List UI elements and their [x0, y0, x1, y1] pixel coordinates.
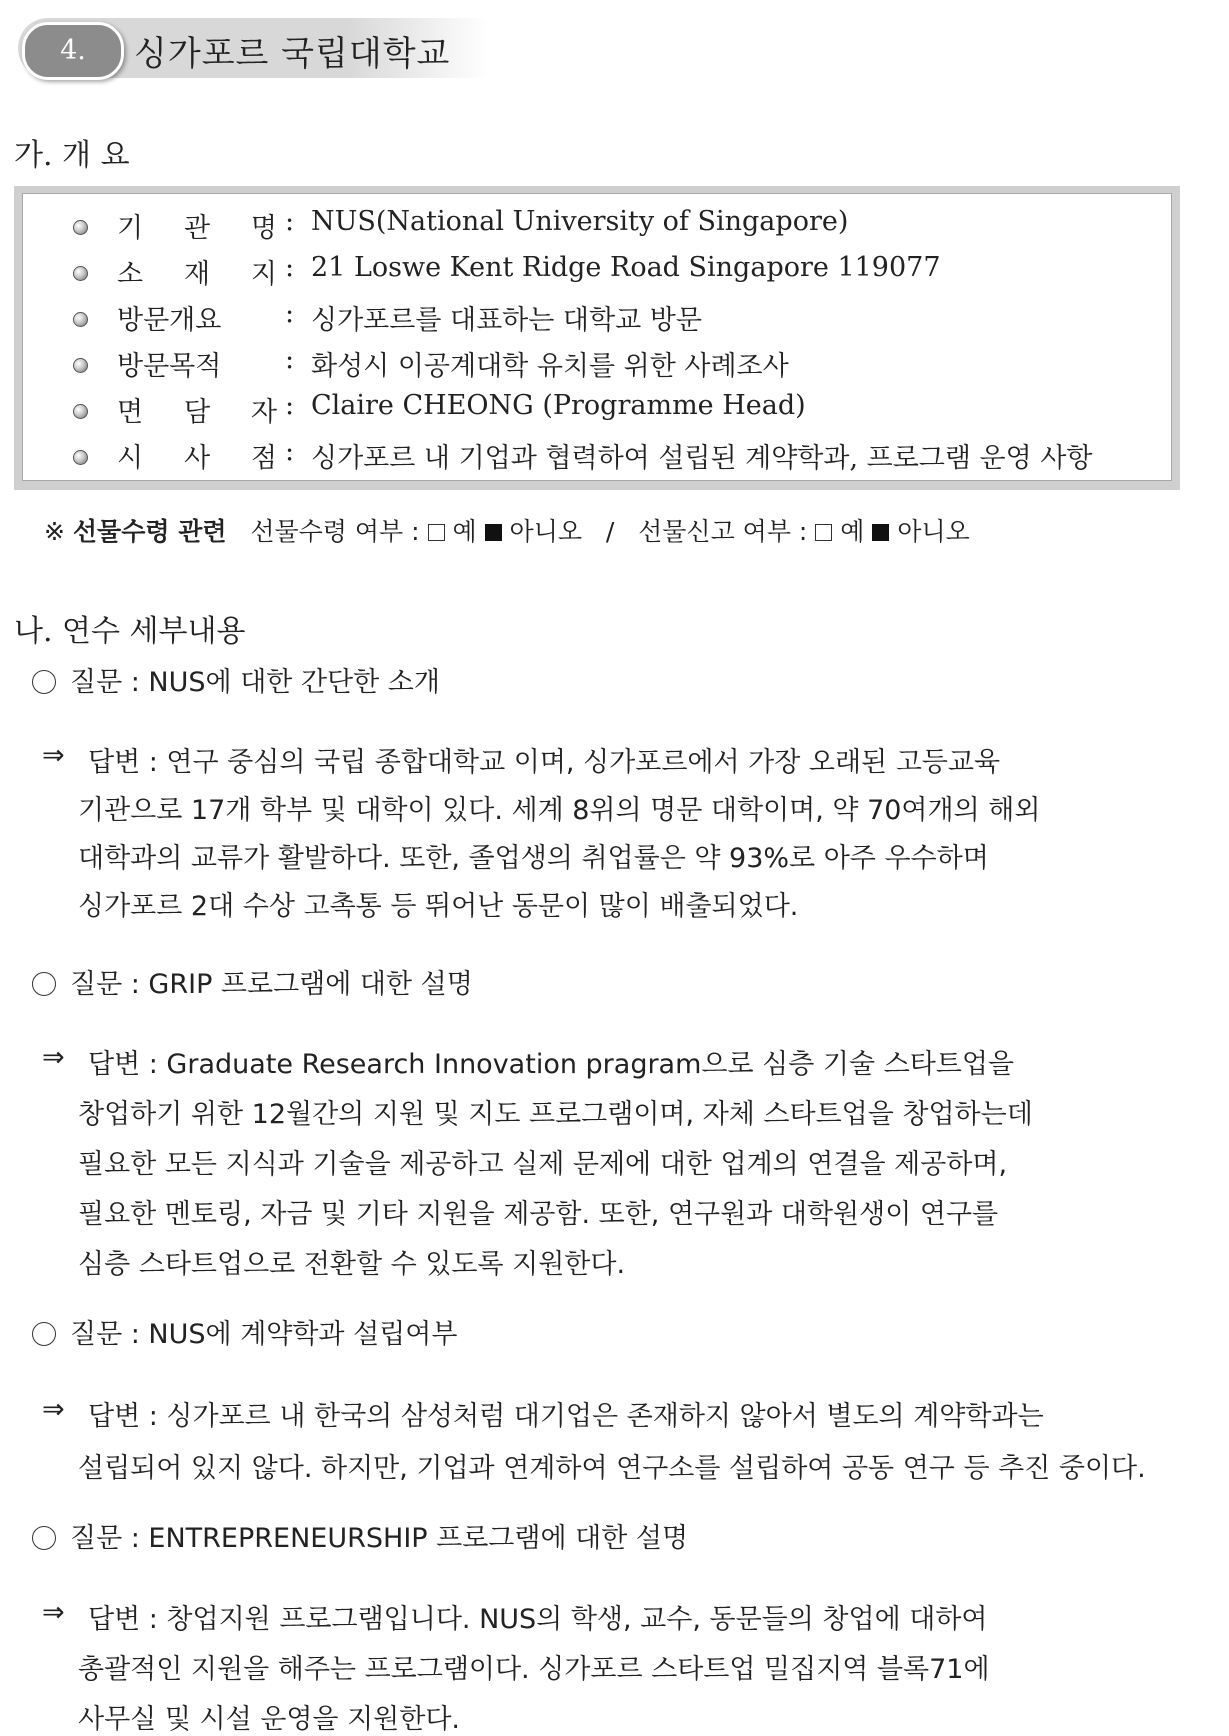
answer-arrow-icon: ⇒: [42, 740, 65, 771]
label-char: 명: [250, 213, 277, 244]
yes-label: 예: [840, 517, 865, 546]
label-char: 자: [250, 397, 277, 428]
answer-line: 답변 : 창업지원 프로그램입니다. NUS의 학생, 교수, 동문들의 창업에 대하여: [88, 1604, 988, 1635]
overview-row-value: 싱가포르를 대표하는 대학교 방문: [311, 305, 702, 336]
question: [32, 660, 440, 699]
answer-line: 답변 : 싱가포르 내 한국의 삼성처럼 대기업은 존재하지 않아서 별도의 계약학과는: [88, 1401, 1044, 1432]
overview-row-label: [117, 436, 277, 475]
answer-line: 필요한 모든 지식과 기술을 제공하고 실제 문제에 대한 업계의 연결을 제공하며,: [78, 1149, 1008, 1180]
overview-row-value: NUS(National University of Singapore): [311, 206, 849, 237]
colon: :: [285, 390, 295, 421]
question: [32, 1516, 688, 1555]
answer-line: 총괄적인 지원을 해주는 프로그램이다. 싱가포르 스타트업 밀집지역 블록71에: [78, 1654, 990, 1685]
question: [32, 962, 473, 1001]
label-char: 재: [183, 259, 211, 290]
reference-mark: ※: [44, 517, 65, 546]
bullet-icon: [73, 450, 88, 465]
section-title: 싱가포르 국립대학교: [134, 34, 451, 74]
label-char: 소: [117, 259, 144, 290]
circle-bullet-icon: [32, 1322, 56, 1346]
gift-declaration-line: [44, 512, 970, 548]
bullet-icon: [73, 266, 88, 281]
colon: :: [285, 344, 295, 375]
label-char: 사: [183, 443, 211, 474]
overview-box: [22, 193, 1172, 481]
answer-arrow-icon: ⇒: [42, 1394, 65, 1425]
answer-line: 답변 : 연구 중심의 국립 종합대학교 이며, 싱가포르에서 가장 오래된 고등교육: [88, 747, 1001, 778]
yes-label: 예: [452, 517, 477, 546]
answer-line: 사무실 및 시설 운영을 지원한다.: [78, 1704, 460, 1735]
question: [32, 1312, 457, 1351]
separator: /: [605, 517, 615, 546]
checkbox-unchecked-icon: [428, 524, 445, 541]
overview-row-label: [117, 344, 277, 383]
checkbox-checked-icon: [872, 524, 889, 541]
label-char: 관: [183, 213, 211, 244]
answer-arrow-icon: ⇒: [42, 1597, 65, 1628]
overview-row-label: [117, 298, 277, 337]
section-number-badge: 4.: [22, 22, 124, 80]
colon: :: [285, 252, 295, 283]
answer-line: 싱가포르 2대 수상 고촉통 등 뛰어난 동문이 많이 배출되었다.: [78, 891, 799, 922]
label-char: 시: [117, 443, 144, 474]
overview-row-value: Claire CHEONG (Programme Head): [311, 390, 806, 421]
label-char: 점: [250, 443, 277, 474]
details-heading: 나. 연수 세부내용: [14, 614, 246, 649]
label-char: 방문개요: [117, 305, 222, 336]
answer-line: 설립되어 있지 않다. 하지만, 기업과 연계하여 연구소를 설립하여 공동 연구 등 추진 중이다.: [78, 1453, 1146, 1484]
circle-bullet-icon: [32, 1526, 56, 1550]
checkbox-checked-icon: [485, 524, 502, 541]
question-text: 질문 : GRIP 프로그램에 대한 설명: [70, 969, 473, 1000]
no-label: 아니오: [509, 517, 582, 546]
colon: :: [285, 436, 295, 467]
bullet-icon: [73, 358, 88, 373]
no-label: 아니오: [897, 517, 970, 546]
answer-line: 필요한 멘토링, 자금 및 기타 지원을 제공함. 또한, 연구원과 대학원생이 연구를: [78, 1199, 999, 1230]
circle-bullet-icon: [32, 670, 56, 694]
label-char: 기: [117, 213, 144, 244]
answer-line: 대학과의 교류가 활발하다. 또한, 졸업생의 취업률은 약 93%로 아주 우수하며: [78, 843, 989, 874]
bullet-icon: [73, 312, 88, 327]
overview-row-label: [117, 252, 277, 291]
overview-row-value: 싱가포르 내 기업과 협력하여 설립된 계약학과, 프로그램 운영 사항: [311, 443, 1093, 474]
label-char: 방문목적: [117, 351, 222, 382]
bullet-icon: [73, 404, 88, 419]
bullet-icon: [73, 220, 88, 235]
overview-row-value: 화성시 이공계대학 유치를 위한 사례조사: [311, 351, 789, 382]
question-text: 질문 : NUS에 계약학과 설립여부: [70, 1319, 458, 1350]
gift-title: 선물수령 관련: [72, 517, 227, 546]
overview-row-label: [117, 390, 277, 429]
answer-arrow-icon: ⇒: [42, 1042, 65, 1073]
checkbox-unchecked-icon: [815, 524, 832, 541]
answer-line: 심층 스타트업으로 전환할 수 있도록 지원한다.: [78, 1249, 626, 1280]
colon: :: [285, 206, 295, 237]
circle-bullet-icon: [32, 972, 56, 996]
label-char: 담: [183, 397, 211, 428]
overview-heading: 가. 개 요: [14, 138, 130, 173]
colon: :: [285, 298, 295, 329]
answer-line: 기관으로 17개 학부 및 대학이 있다. 세계 8위의 명문 대학이며, 약 70여개의 해외: [78, 795, 1041, 826]
answer-line: 창업하기 위한 12월간의 지원 및 지도 프로그램이며, 자체 스타트업을 창업하는데: [78, 1099, 1033, 1130]
overview-row-value: 21 Loswe Kent Ridge Road Singapore 119077: [311, 252, 941, 283]
question-text: 질문 : ENTREPRENEURSHIP 프로그램에 대한 설명: [70, 1523, 689, 1554]
gift-receipt-label: 선물수령 여부 :: [250, 517, 420, 546]
gift-report-label: 선물신고 여부 :: [638, 517, 808, 546]
question-text: 질문 : NUS에 대한 간단한 소개: [70, 667, 440, 698]
label-char: 면: [117, 397, 144, 428]
label-char: 지: [250, 259, 277, 290]
overview-row-label: [117, 206, 277, 245]
answer-line: 답변 : Graduate Research Innovation pragram으로 심층 기술 스타트업을: [88, 1049, 1015, 1080]
